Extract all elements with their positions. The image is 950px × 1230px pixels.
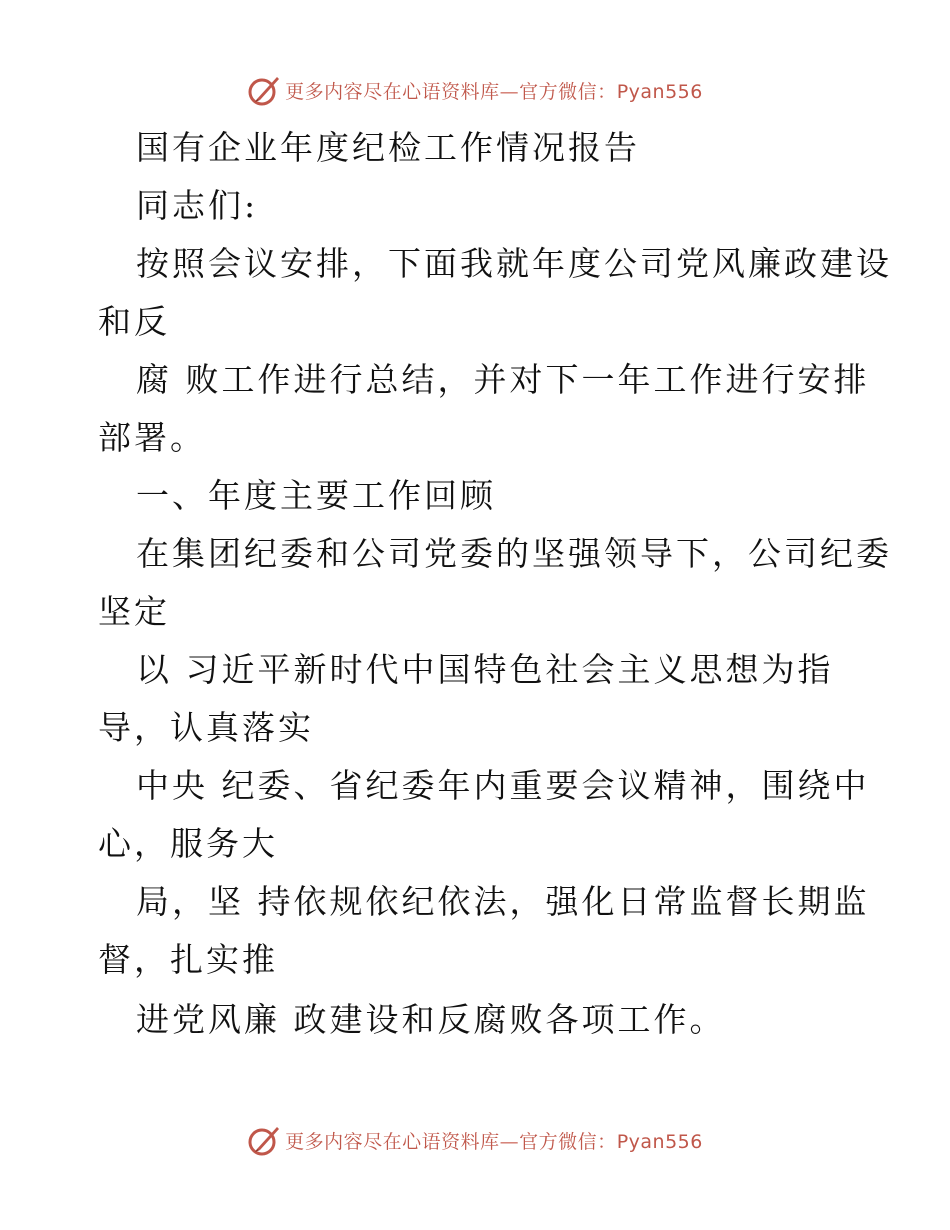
paragraph-line: 以 习近平新时代中国特色社会主义思想为指 <box>136 650 834 689</box>
paragraph-line: 腐 败工作进行总结，并对下一年工作进行安排 <box>136 360 870 399</box>
banner-label <box>285 1127 703 1154</box>
banner-dash: — <box>499 80 520 103</box>
paragraph-line: 在集团纪委和公司党委的坚强领导下，公司纪委 <box>136 534 892 573</box>
paragraph-line: 局，坚 持依规依纪依法，强化日常监督长期监 <box>136 882 870 921</box>
banner-label <box>285 77 703 104</box>
banner-main-text: 更多内容尽在心语资料库 <box>285 1130 500 1153</box>
paragraph-line: 部署。 <box>98 418 206 457</box>
paragraph-line: 和反 <box>98 302 170 341</box>
quill-pen-icon <box>247 73 281 107</box>
banner-main-text: 更多内容尽在心语资料库 <box>285 80 500 103</box>
quill-pen-icon <box>247 1123 281 1157</box>
salutation: 同志们: <box>136 186 259 225</box>
section-heading: 一、年度主要工作回顾 <box>136 476 496 515</box>
header-banner <box>0 70 950 110</box>
paragraph-line: 心，服务大 <box>98 824 278 863</box>
paragraph-line: 中央 纪委、省纪委年内重要会议精神，围绕中 <box>136 766 870 805</box>
paragraph-line: 督，扎实推 <box>98 940 278 979</box>
banner-wechat-label: 官方微信： <box>519 1130 617 1153</box>
footer-banner <box>0 1120 950 1160</box>
paragraph-line: 进党风廉 政建设和反腐败各项工作。 <box>136 1000 726 1039</box>
banner-wechat-id: Pyan556 <box>616 1130 703 1153</box>
banner-wechat-id: Pyan556 <box>616 80 703 103</box>
banner-wechat-label: 官方微信： <box>519 80 617 103</box>
paragraph-line: 导，认真落实 <box>98 708 314 747</box>
paragraph-line: 坚定 <box>98 592 170 631</box>
document-title: 国有企业年度纪检工作情况报告 <box>136 128 640 167</box>
banner-dash: — <box>499 1130 520 1153</box>
paragraph-line: 按照会议安排，下面我就年度公司党风廉政建设 <box>136 244 892 283</box>
